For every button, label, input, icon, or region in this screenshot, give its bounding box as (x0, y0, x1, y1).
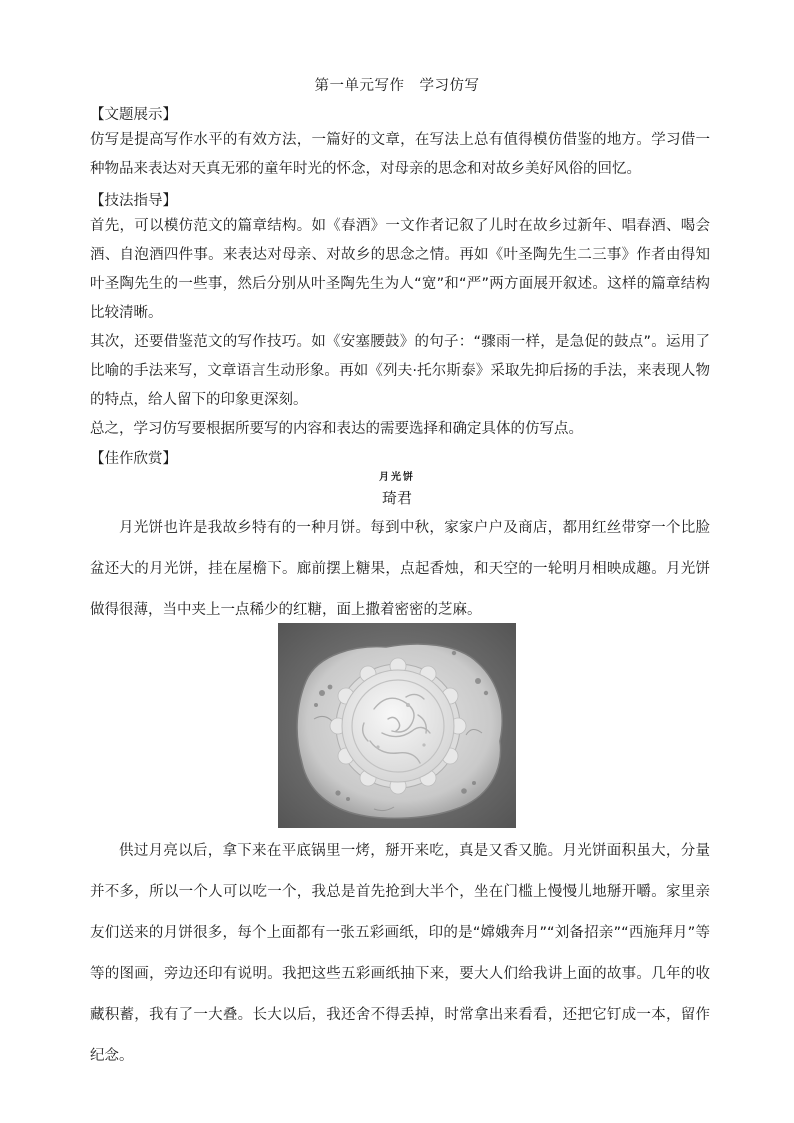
mooncake-on-plate-photo (278, 623, 516, 828)
essay-paragraph-2: 供过月亮以后，拿下来在平底锅里一烤，掰开来吃，真是又香又脆。月光饼面积虽大，分量并不多，所以一个人可以吃一个，我总是首先抢到大半个，坐在门槛上慢慢儿地掰开嚼。家里亲友们送来的月饼很多，每个上面都有一张五彩画纸，印的是“嫦娥奔月”“刘备招亲”“西施拜月”等等的图画，旁边还印有说明。我把这些五彩画纸抽下来，要大人们给我讲上面的故事。几年的收藏积蓄，我有了一大叠。长大以后，我还舍不得丢掉，时常拿出来看看，还把它钉成一本，留作纪念。 (90, 843, 710, 1064)
essay-paragraph-1: 月光饼也许是我故乡特有的一种月饼。每到中秋，家家户户及商店，都用红丝带穿一个比脸盆还大的月光饼，挂在屋檐下。廊前摆上糖果，点起香烛，和天空的一轮明月相映成趣。月光饼做得很薄，当中夹上一点稀少的红糖，面上撒着密密的芝麻。 (90, 520, 710, 618)
guide-paragraph-2: 其次，还要借鉴范文的写作技巧。如《安塞腰鼓》的句子：“骤雨一样，是急促的鼓点”。运用了比喻的手法来写，文章语言生动形象。再如《列夫·托尔斯泰》采取先抑后扬的手法，来表现人物的特点，给人留下的印象更深刻。 (90, 334, 710, 408)
section-heading-works: 【佳作欣赏】 (90, 451, 177, 467)
mooncake-photo-illustration (278, 623, 516, 828)
display-paragraph: 仿写是提高写作水平的有效方法，一篇好的文章，在写法上总有值得模仿借鉴的地方。学习借一种物品来表达对天真无邪的童年时光的怀念，对母亲的思念和对故乡美好风俗的回忆。 (90, 132, 710, 177)
guide-paragraph-1: 首先，可以模仿范文的篇章结构。如《春酒》一文作者记叙了儿时在故乡过新年、唱春酒、喝会酒、自泡酒四件事。来表达对母亲、对故乡的思念之情。再如《叶圣陶先生二三事》作者由得知叶圣陶先生的一些事，然后分别从叶圣陶先生为人“宽”和“严”两方面展开叙述。这样的篇章结构比较清晰。 (90, 218, 710, 321)
section-heading-guide: 【技法指导】 (90, 193, 177, 209)
essay-author: 琦君 (381, 489, 412, 507)
page-title: 第一单元写作 学习仿写 (314, 78, 480, 94)
section-heading-display: 【文题展示】 (90, 107, 177, 123)
guide-paragraph-3: 总之，学习仿写要根据所要写的内容和表达的需要选择和确定具体的仿写点。 (90, 421, 583, 437)
essay-title: 月光饼 (379, 472, 415, 483)
